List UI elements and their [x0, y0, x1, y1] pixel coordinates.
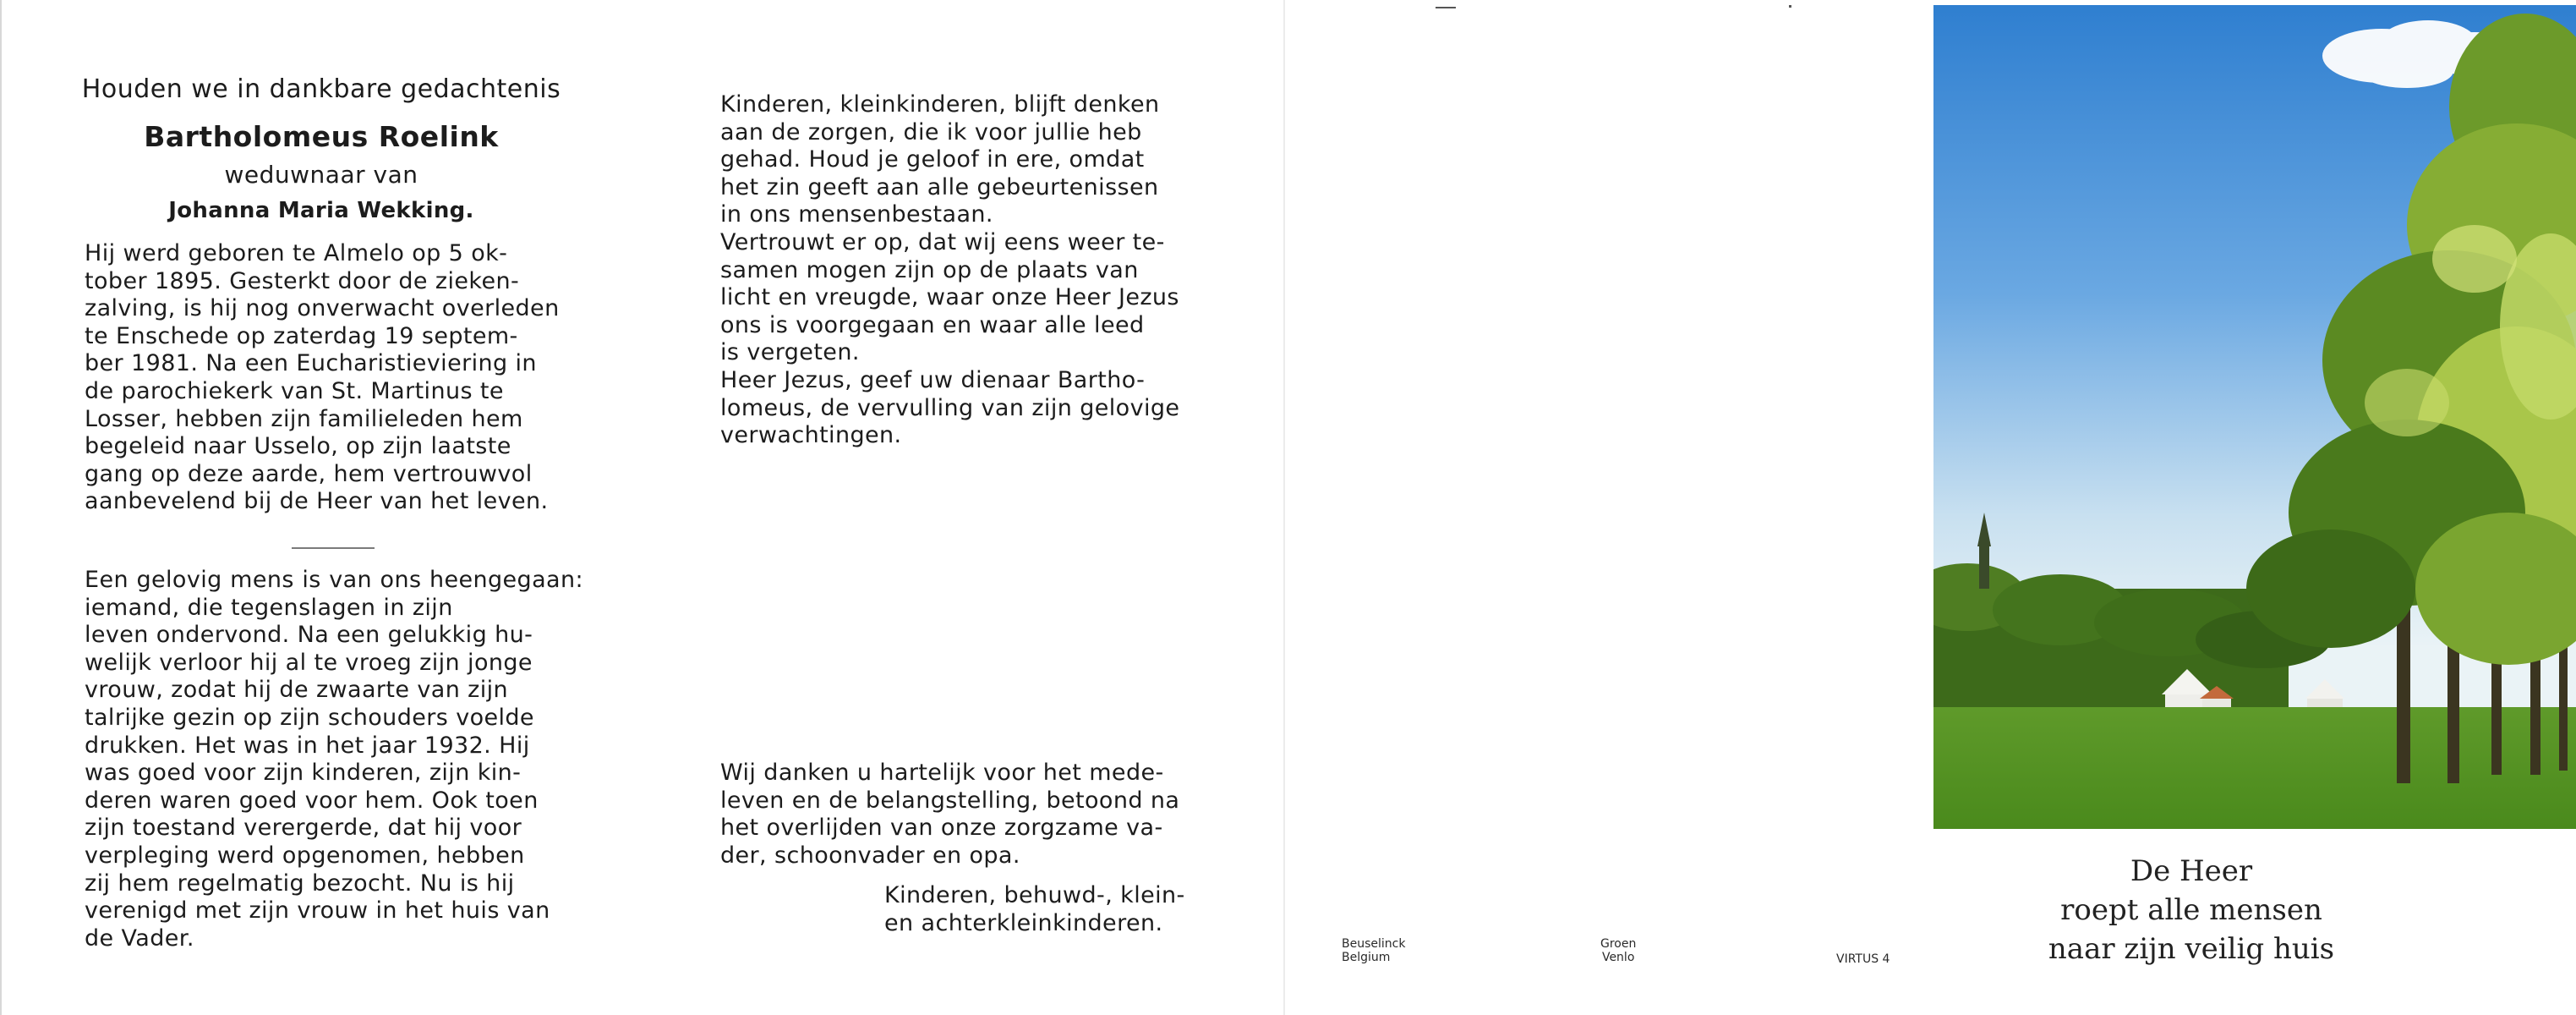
print-mark — [1436, 7, 1456, 8]
cover-caption-line: roept alle mensen — [2060, 893, 2322, 927]
panel-back — [1285, 0, 1928, 1015]
meadow — [1933, 707, 2576, 829]
family-signature: Kinderen, behuwd-, klein- en achterkleinkinderen. — [884, 882, 1185, 936]
printer-imprint: Groen Venlo — [1600, 937, 1637, 964]
panel-memorial-text — [0, 0, 643, 1015]
thanks-paragraph: Wij danken u hartelijk voor het mede- leven en de belangstelling, betoond na het overlijden van onze zorgzame va- der, schoonvader en opa. — [720, 760, 1180, 869]
deceased-name: Bartholomeus Roelink — [144, 120, 499, 153]
biography-paragraph: Hij werd geboren te Almelo op 5 ok- tober 1895. Gesterkt door de zieken- zalving, is hij nog onverwacht overleden te Enschede op zaterdag 19 septem- ber 1981. Na een Eucharistieviering in de parochiekerk van St. Martinus te Losser, hebben zijn familieleden hem begeleid naar Usselo, op zijn laatste gang op deze aarde, hem vertrouwvol aanbevelend bij de Heer van het leven. — [85, 240, 560, 515]
widower-label: weduwnaar van — [224, 161, 418, 189]
memorial-heading: Houden we in dankbare gedachtenis — [81, 74, 561, 104]
reflection-paragraph: Een gelovig mens is van ons heengegaan: iemand, die tegenslagen in zijn leven ondervond. Na een gelukkig hu- welijk verloor hij al te vroeg zijn jonge vrouw, zodat hij de zwaarte van zijn talrijke gezin op zijn schouders voelde drukken. Het was in het jaar 1932. Hij was goed voor zijn kinderen, zijn kin- deren waren goed voor hem. Ook toen zijn toestand verergerde, dat hij voor verpleging werd opgenomen, hebben zij hem regelmatig bezocht. Nu is hij verenigd met zijn vrouw in het huis van de Vader. — [85, 567, 583, 952]
cover-caption-line: naar zijn veilig huis — [2048, 932, 2335, 966]
print-mark — [1789, 5, 1791, 8]
landscape-photo — [1933, 5, 2576, 829]
message-to-family: Kinderen, kleinkinderen, blijft denken aan de zorgen, die ik voor jullie heb gehad. Houd je geloof in ere, omdat het zin geeft aan alle gebeurtenissen in ons mensenbestaan. Vertrouwt er op, dat wij eens weer te- samen mogen zijn op de plaats van licht en vreugde, waar onze Heer Jezus ons is voorgegaan en waar alle leed is vergeten. Heer Jezus, geef uw dienaar Bartho- lomeus, de vervulling van zijn gelovige verwachtingen. — [720, 91, 1180, 449]
panel-cover — [1928, 0, 2576, 1015]
section-divider — [292, 547, 375, 549]
cover-caption-line: De Heer — [2130, 854, 2253, 888]
spouse-name: Johanna Maria Wekking. — [168, 198, 474, 223]
panel-message — [643, 0, 1285, 1015]
publisher-imprint: Beuselinck Belgium — [1342, 937, 1406, 964]
series-code: VIRTUS 4 — [1836, 952, 1890, 966]
